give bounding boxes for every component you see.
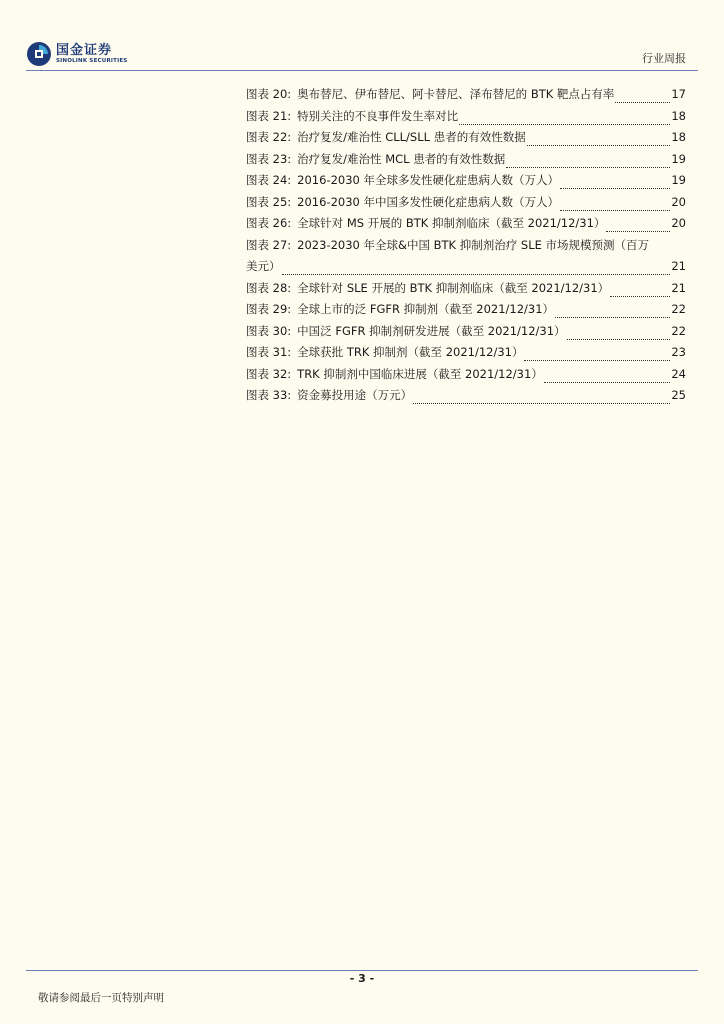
disclaimer-note: 敬请参阅最后一页特别声明 <box>38 992 164 1004</box>
toc-page: 21 <box>671 259 686 273</box>
toc-entry[interactable] <box>246 321 686 343</box>
toc-title: 全球针对 MS 开展的 BTK 抑制剂临床（截至 2021/12/31） <box>297 216 606 230</box>
toc-entry[interactable] <box>246 192 686 214</box>
toc-title: 2016-2030 年中国多发性硬化症患病人数（万人） <box>297 194 560 209</box>
toc-page: 25 <box>671 388 686 402</box>
toc-label: 图表 28: <box>246 280 292 295</box>
toc-title: 2016-2030 年全球多发性硬化症患病人数（万人） <box>297 173 560 187</box>
toc-label: 图表 22: <box>246 130 292 144</box>
toc-page: 21 <box>671 280 686 295</box>
toc-leader <box>560 178 670 189</box>
toc-title: TRK 抑制剂中国临床进展（截至 2021/12/31） <box>297 366 543 381</box>
toc-entry[interactable] <box>246 385 686 407</box>
page-header <box>0 0 724 72</box>
toc-entry[interactable] <box>246 213 686 235</box>
toc-leader <box>524 350 670 361</box>
toc-title-continued: 美元） <box>246 259 281 273</box>
toc-page: 19 <box>671 151 686 166</box>
toc-label: 图表 20: <box>246 87 292 101</box>
logo-english-name: SINOLINK SECURITIES <box>56 57 128 64</box>
toc-label: 图表 23: <box>246 151 292 166</box>
figure-list <box>246 84 686 407</box>
toc-title: 全球获批 TRK 抑制剂（截至 2021/12/31） <box>297 345 524 359</box>
toc-leader <box>606 221 670 232</box>
toc-entry[interactable] <box>246 170 686 192</box>
toc-page: 22 <box>671 302 686 316</box>
toc-leader <box>459 114 670 125</box>
toc-label: 图表 25: <box>246 194 292 209</box>
sinolink-logo-icon <box>26 41 52 67</box>
toc-leader <box>555 307 670 318</box>
toc-entry[interactable] <box>246 278 686 300</box>
toc-title: 2023-2030 年全球&中国 BTK 抑制剂治疗 SLE 市场规模预测（百万 <box>297 237 650 252</box>
toc-label: 图表 32: <box>246 366 292 381</box>
toc-title: 中国泛 FGFR 抑制剂研发进展（截至 2021/12/31） <box>297 323 566 338</box>
page-number: - 3 - <box>349 972 375 985</box>
toc-entry[interactable] <box>246 342 686 364</box>
toc-title: 全球上市的泛 FGFR 抑制剂（截至 2021/12/31） <box>297 302 555 316</box>
report-type: 行业周报 <box>642 52 686 65</box>
footer-divider <box>26 970 698 971</box>
toc-page: 18 <box>671 108 686 123</box>
toc-page: 20 <box>671 194 686 209</box>
toc-label: 图表 33: <box>246 388 292 402</box>
sinolink-logo <box>26 40 127 68</box>
toc-title: 奥布替尼、伊布替尼、阿卡替尼、泽布替尼的 BTK 靶点占有率 <box>297 87 615 101</box>
toc-entry[interactable] <box>246 106 686 128</box>
toc-title: 特别关注的不良事件发生率对比 <box>297 108 459 123</box>
toc-label: 图表 30: <box>246 323 292 338</box>
toc-entry[interactable] <box>246 84 686 106</box>
toc-page: 24 <box>671 366 686 381</box>
toc-label: 图表 29: <box>246 302 292 316</box>
toc-entry[interactable] <box>246 127 686 149</box>
toc-entry[interactable] <box>246 235 686 278</box>
toc-page: 17 <box>671 87 686 101</box>
toc-leader <box>610 286 670 297</box>
toc-page: 20 <box>671 216 686 230</box>
toc-page: 23 <box>671 345 686 359</box>
toc-label: 图表 24: <box>246 173 292 187</box>
toc-entry[interactable] <box>246 364 686 386</box>
toc-label: 图表 26: <box>246 216 292 230</box>
toc-title: 全球针对 SLE 开展的 BTK 抑制剂临床（截至 2021/12/31） <box>297 280 610 295</box>
toc-leader <box>506 157 670 168</box>
toc-leader <box>567 329 671 340</box>
toc-title: 治疗复发/难治性 MCL 患者的有效性数据 <box>297 151 506 166</box>
toc-title: 治疗复发/难治性 CLL/SLL 患者的有效性数据 <box>297 130 526 144</box>
toc-leader <box>560 200 670 211</box>
logo-chinese-name: 国金证券 <box>56 42 113 58</box>
toc-leader <box>282 264 671 275</box>
toc-leader <box>527 135 671 146</box>
toc-page: 18 <box>671 130 686 144</box>
toc-entry[interactable] <box>246 299 686 321</box>
toc-label: 图表 31: <box>246 345 292 359</box>
toc-leader <box>544 372 671 383</box>
toc-page: 19 <box>671 173 686 187</box>
toc-entry[interactable] <box>246 149 686 171</box>
header-divider <box>26 70 698 71</box>
toc-leader <box>615 92 670 103</box>
toc-label: 图表 21: <box>246 108 292 123</box>
toc-leader <box>413 393 670 404</box>
toc-label: 图表 27: <box>246 237 292 252</box>
toc-title: 资金募投用途（万元） <box>297 388 413 402</box>
toc-page: 22 <box>671 323 686 338</box>
